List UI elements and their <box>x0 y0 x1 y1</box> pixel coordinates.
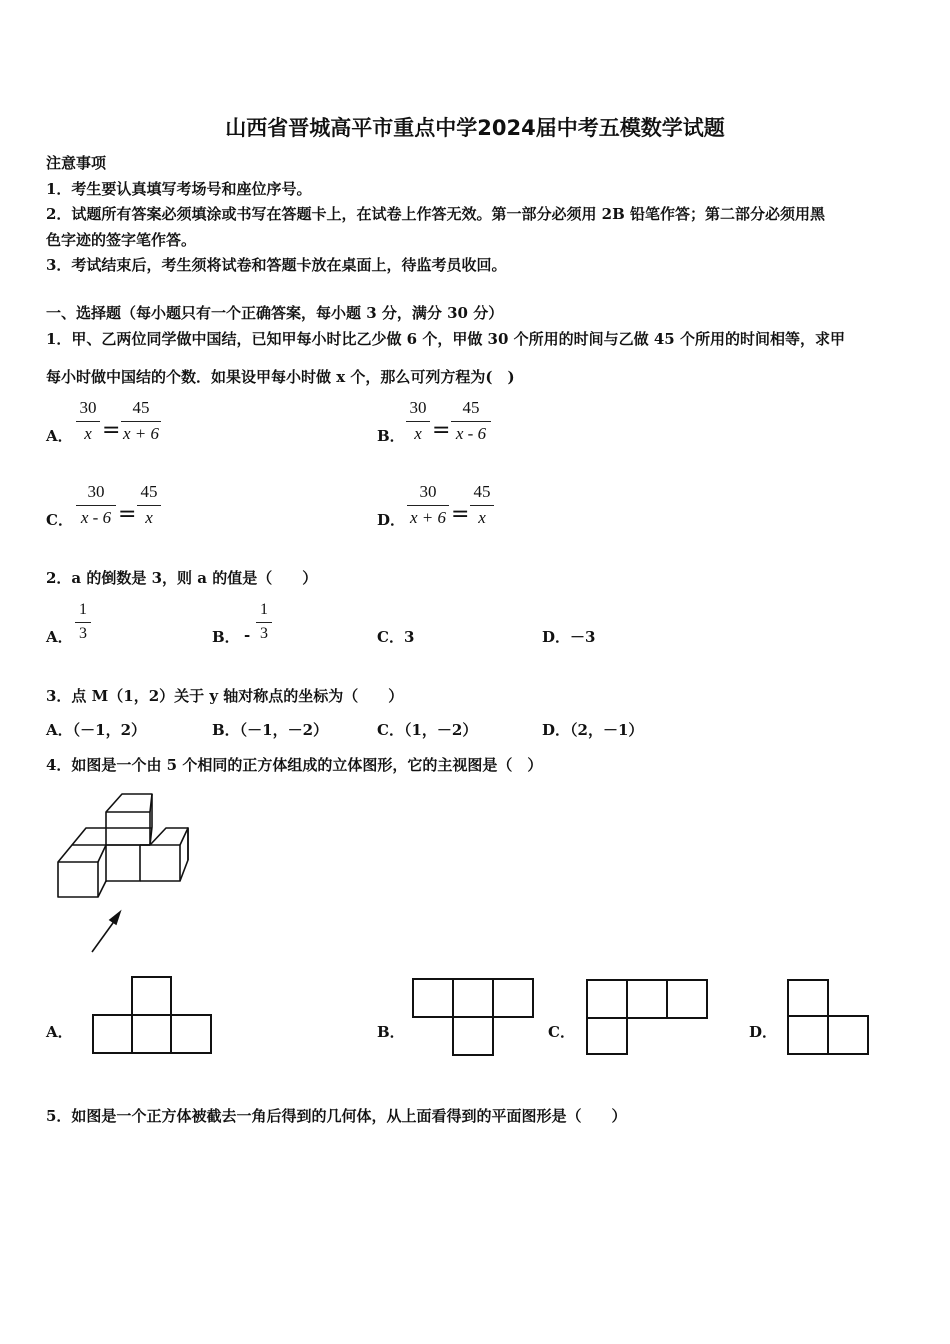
q1-a-den1: x <box>84 424 92 443</box>
q2-option-c: C．3 <box>377 628 415 646</box>
q2-option-b-label: B． <box>212 628 240 646</box>
q1-d-den2: x <box>478 508 486 527</box>
q4-stem: 4．如图是一个由 5 个相同的正方体组成的立体图形，它的主视图是（ ） <box>46 756 543 774</box>
q1-a-num2: 45 <box>132 398 150 417</box>
q2-a-num: 1 <box>79 601 87 618</box>
q1-a-num1: 30 <box>79 398 97 417</box>
q2-a-fraction <box>75 601 91 643</box>
q4-option-a-label: A． <box>46 1023 73 1041</box>
q2-b-minus-sign: - <box>244 626 251 644</box>
q1-d-num1: 30 <box>419 482 437 501</box>
q1-stem-line-2: 每小时做中国结的个数．如果设甲每小时做 x 个，那么可列方程为( ) <box>46 368 515 386</box>
q3-option-c: C．（1，－2） <box>377 721 478 739</box>
notice-item-3: 3．考试结束后，考生须将试卷和答题卡放在桌面上，待监考员收回。 <box>46 256 507 274</box>
q4-option-d-label: D． <box>749 1023 778 1041</box>
q1-c-num2: 45 <box>140 482 158 501</box>
q1-b-den2: x - 6 <box>455 424 487 443</box>
q2-a-den: 3 <box>79 625 87 642</box>
q1-c-equals: = <box>118 502 137 527</box>
q4-option-c-label: C． <box>548 1023 575 1041</box>
q1-c-den1: x - 6 <box>80 508 112 527</box>
q4-option-b-figure <box>410 977 536 1057</box>
q1-b-den1: x <box>414 424 422 443</box>
notice-item-2-line-2: 色字迹的签字笔作答。 <box>46 231 197 249</box>
q1-a-fraction-right <box>121 398 161 444</box>
q1-option-a-label: A． <box>46 427 73 445</box>
q4-option-c-figure <box>584 978 710 1058</box>
q1-c-fraction-left <box>76 482 116 528</box>
notice-item-2-line-1: 2．试题所有答案必须填涂或书写在答题卡上，在试卷上作答无效。第一部分必须用 2B 铅笔作答；第二部分必须用黑 <box>46 205 826 223</box>
q4-option-d-figure <box>785 978 871 1058</box>
q3-option-a: A．（－1，2） <box>46 721 147 739</box>
q4-option-b-label: B． <box>377 1023 405 1041</box>
q1-d-num2: 45 <box>473 482 491 501</box>
q4-cube-figure <box>50 790 195 960</box>
q1-d-den1: x + 6 <box>409 508 447 527</box>
section-heading: 一、选择题（每小题只有一个正确答案，每小题 3 分，满分 30 分） <box>46 304 504 322</box>
page-title: 山西省晋城高平市重点中学2024届中考五模数学试题 <box>225 116 725 140</box>
q1-stem-line-1: 1．甲、乙两位同学做中国结，已知甲每小时比乙少做 6 个，甲做 30 个所用的时间与乙做 45 个所用的时间相等，求甲 <box>46 330 845 348</box>
q1-c-den2: x <box>145 508 153 527</box>
q1-b-fraction-right <box>451 398 491 444</box>
q1-d-fraction-right <box>470 482 494 528</box>
q1-c-num1: 30 <box>87 482 105 501</box>
q2-stem: 2．a 的倒数是 3，则 a 的值是（ ） <box>46 569 318 587</box>
q2-option-d: D．－3 <box>542 628 596 646</box>
q2-b-num: 1 <box>260 601 268 618</box>
q1-b-equals: = <box>432 418 451 443</box>
q1-d-fraction-left <box>407 482 449 528</box>
q1-option-d-label: D． <box>377 511 406 529</box>
q1-b-num1: 30 <box>409 398 427 417</box>
q1-option-b-label: B． <box>377 427 405 445</box>
q1-a-den2: x + 6 <box>122 424 160 443</box>
q3-option-d: D．（2，－1） <box>542 721 644 739</box>
q1-b-fraction-left <box>406 398 430 444</box>
notice-item-1: 1．考生要认真填写考场号和座位序号。 <box>46 180 312 198</box>
notice-heading: 注意事项 <box>46 154 107 172</box>
q4-option-a-figure <box>90 975 214 1055</box>
q1-c-fraction-right <box>137 482 161 528</box>
q1-b-num2: 45 <box>462 398 480 417</box>
q1-option-c-label: C． <box>46 511 73 529</box>
q2-option-a-label: A． <box>46 628 73 646</box>
q2-b-den: 3 <box>260 625 268 642</box>
q2-b-fraction <box>256 601 272 643</box>
q1-a-fraction-left <box>76 398 100 444</box>
q5-stem: 5．如图是一个正方体被截去一角后得到的几何体，从上面看得到的平面图形是（ ） <box>46 1107 627 1125</box>
q1-d-equals: = <box>451 502 470 527</box>
q3-stem: 3．点 M（1，2）关于 y 轴对称点的坐标为（ ） <box>46 687 404 705</box>
q1-a-equals: = <box>102 418 121 443</box>
q3-option-b: B．（－1，－2） <box>212 721 329 739</box>
